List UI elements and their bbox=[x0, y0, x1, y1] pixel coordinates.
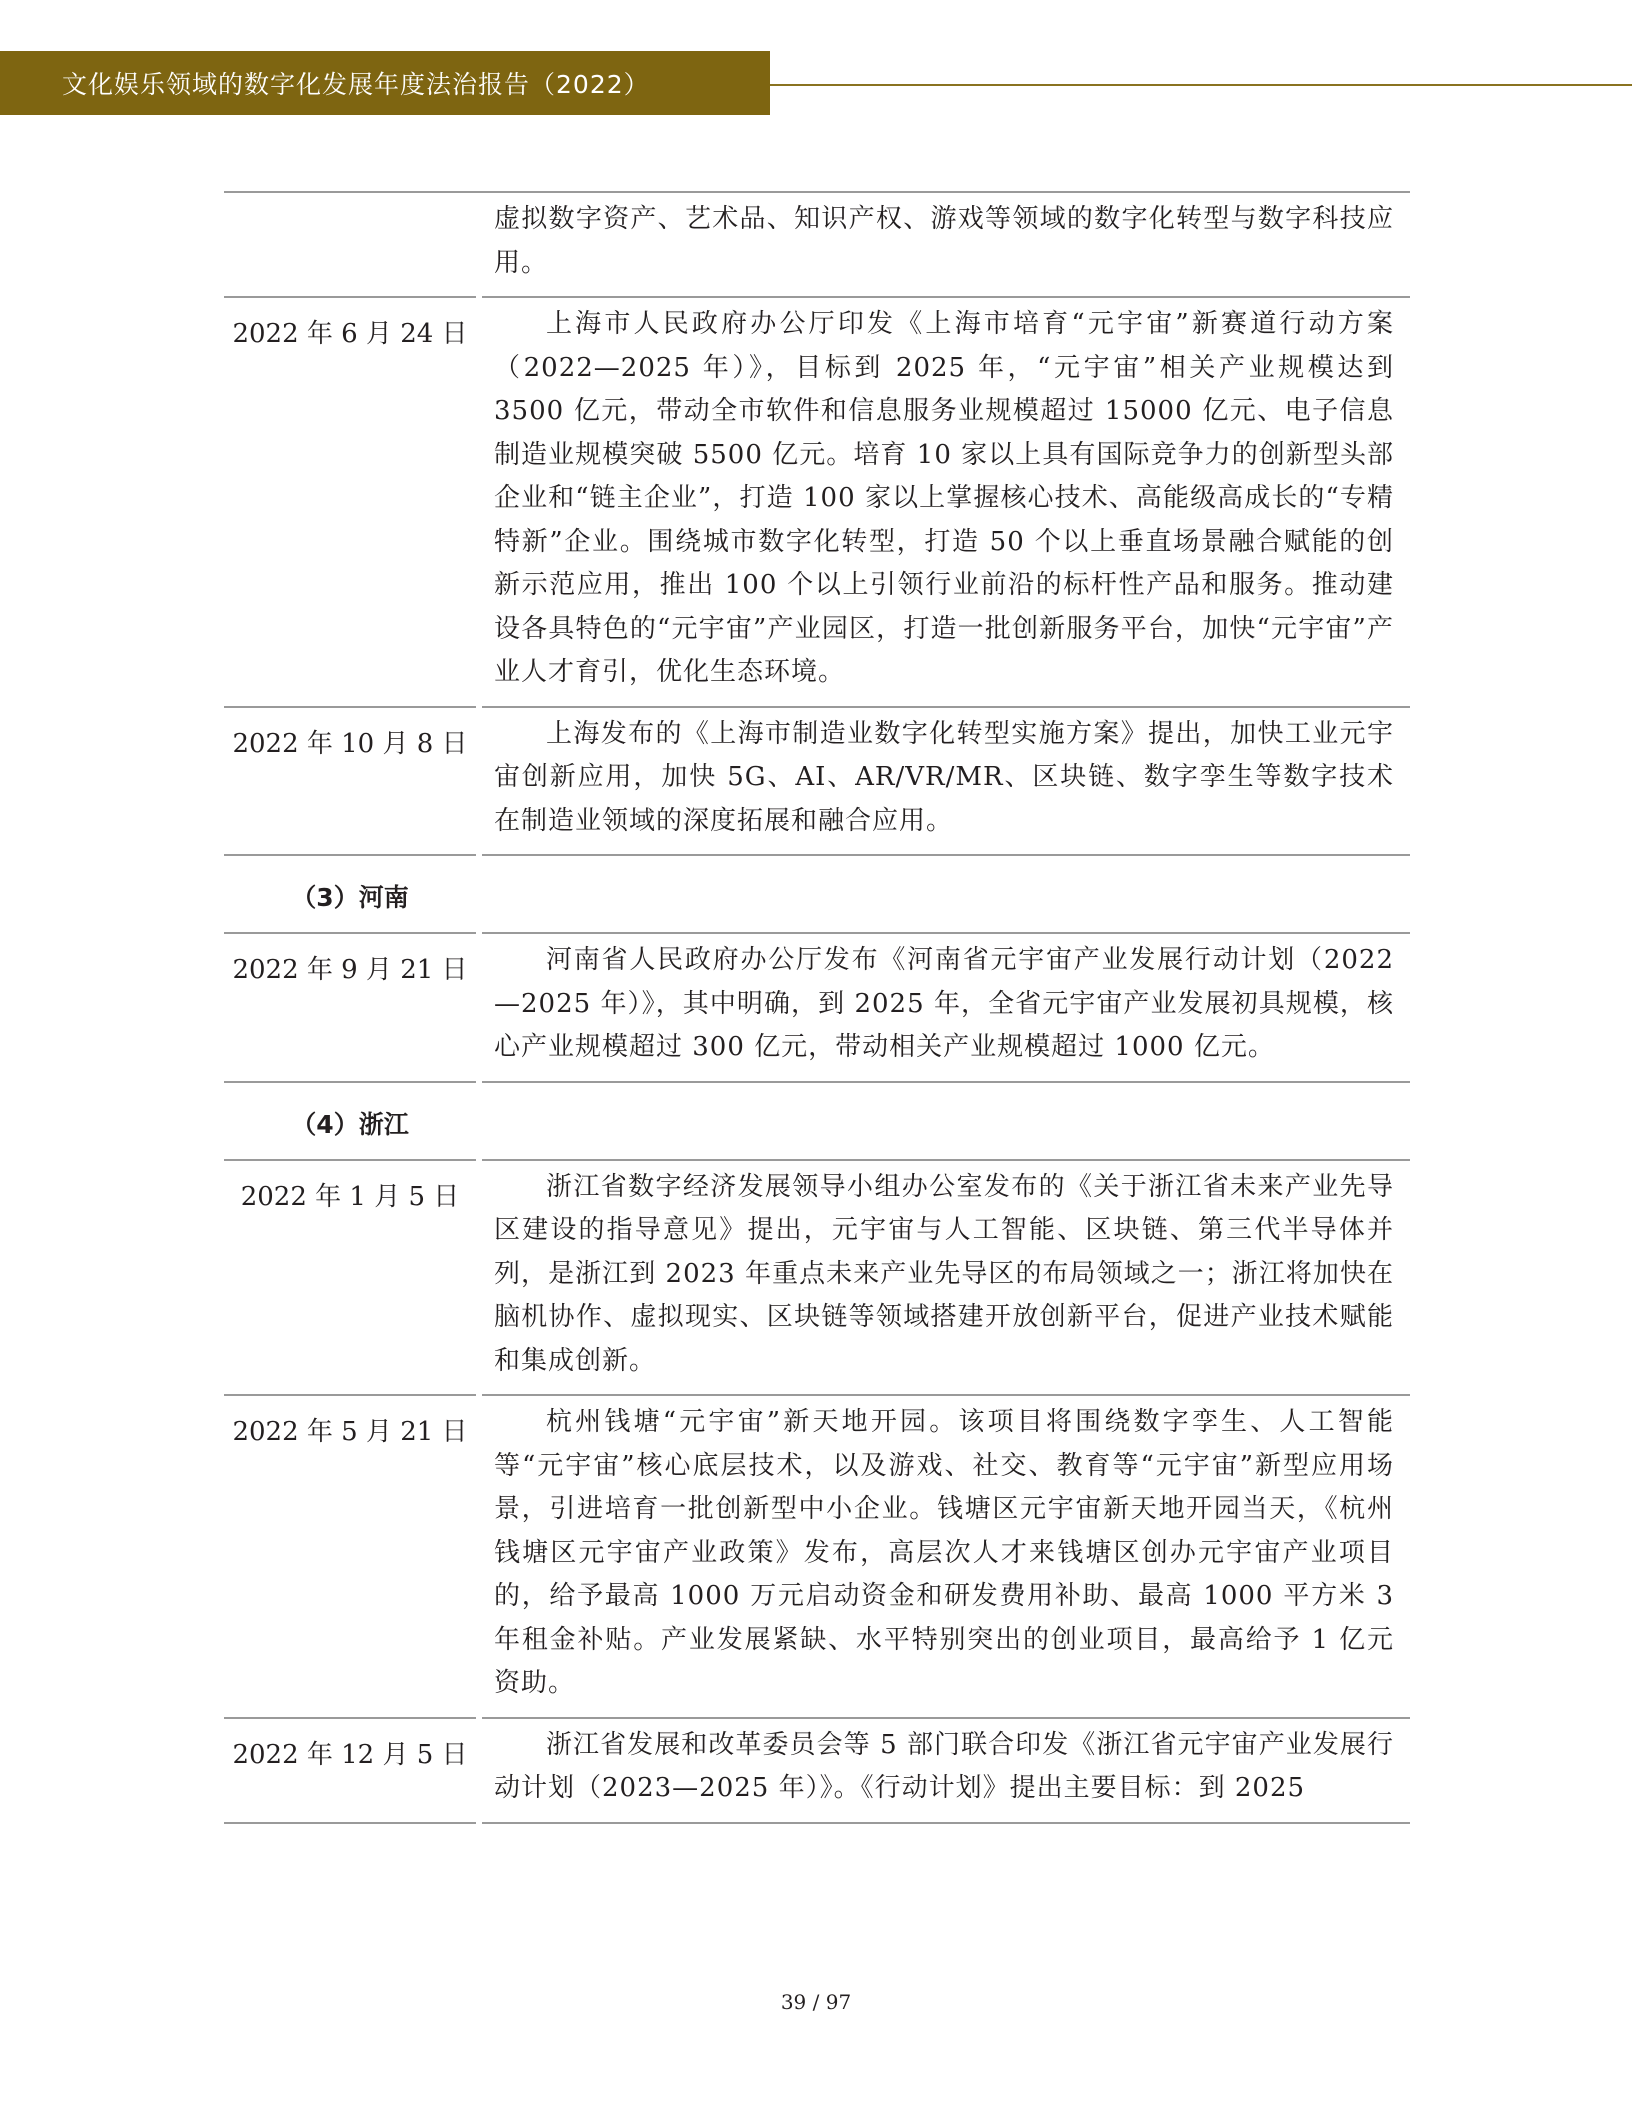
row-content: 河南省人民政府办公厅发布《河南省元宇宙产业发展行动计划（2022—2025 年）》，其中明确，到 2025 年，全省元宇宙产业发展初具规模，核心产业规模超过 300 亿元，带动相关产业规模超过 1000 亿元。 bbox=[494, 945, 1394, 1062]
table-row bbox=[224, 1719, 1410, 1824]
header-rule bbox=[770, 84, 1632, 86]
timeline-table bbox=[224, 191, 1410, 1824]
row-date: 2022 年 9 月 21 日 bbox=[232, 955, 468, 985]
section-label: （4）浙江 bbox=[291, 1109, 409, 1139]
row-date: 2022 年 10 月 8 日 bbox=[232, 728, 468, 759]
table-row bbox=[224, 1396, 1410, 1719]
table-row bbox=[224, 1161, 1410, 1397]
table-row bbox=[224, 298, 1410, 708]
section-label: （3）河南 bbox=[291, 883, 409, 912]
table-row bbox=[224, 708, 1410, 857]
section-row-zhejiang bbox=[224, 1083, 1410, 1161]
row-content: 杭州钱塘“元宇宙”新天地开园。该项目将围绕数字孪生、人工智能等“元宇宙”核心底层技术，以及游戏、社交、教育等“元宇宙”新型应用场景，引进培育一批创新型中小企业。钱塘区元宇宙新天地开园当天，《杭州钱塘区元宇宙产业政策》发布，高层次人才来钱塘区创办元宇宙产业项目的，给予最高 1000 万元启动资金和研发费用补助、最高 1000 平方米 3 年租金补贴。产业发展紧缺、水平特别突出的创业项目，最高给予 1 亿元资助。 bbox=[494, 1407, 1394, 1698]
row-content: 虚拟数字资产、艺术品、知识产权、游戏等领域的数字化转型与数字科技应用。 bbox=[494, 204, 1394, 278]
row-content: 上海市人民政府办公厅印发《上海市培育“元宇宙”新赛道行动方案（2022—2025 年）》，目标到 2025 年，“元宇宙”相关产业规模达到 3500 亿元，带动全市软件和信息服务业规模超过 15000 亿元、电子信息制造业规模突破 5500 亿元。培育 10 家以上具有国际竞争力的创新型头部企业和“链主企业”，打造 100 家以上掌握核心技术、高能级高成长的“专精特新”企业。围绕城市数字化转型，打造 50 个以上垂直场景融合赋能的创新示范应用，推出 100 个以上引领行业前沿的标杆性产品和服务。推动建设各具特色的“元宇宙”产业园区，打造一批创新服务平台，加快“元宇宙”产业人才育引，优化生态环境。 bbox=[494, 309, 1394, 687]
row-content: 浙江省发展和改革委员会等 5 部门联合印发《浙江省元宇宙产业发展行动计划（2023—2025 年）》。《行动计划》提出主要目标：到 2025 bbox=[494, 1729, 1394, 1803]
header-bar bbox=[0, 51, 770, 115]
row-content: 上海发布的《上海市制造业数字化转型实施方案》提出，加快工业元宇宙创新应用，加快 5G、AI、AR/VR/MR、区块链、数字孪生等数字技术在制造业领域的深度拓展和融合应用。 bbox=[494, 718, 1394, 836]
table-row bbox=[224, 191, 1410, 298]
header-title: 文化娱乐领域的数字化发展年度法治报告（2022） bbox=[62, 70, 650, 99]
row-date: 2022 年 12 月 5 日 bbox=[232, 1739, 468, 1770]
row-date: 2022 年 5 月 21 日 bbox=[232, 1417, 468, 1447]
page-number: 39 / 97 bbox=[780, 1990, 852, 2014]
row-content: 浙江省数字经济发展领导小组办公室发布的《关于浙江省未来产业先导区建设的指导意见》提出，元宇宙与人工智能、区块链、第三代半导体并列，是浙江到 2023 年重点未来产业先导区的布局领域之一；浙江将加快在脑机协作、虚拟现实、区块链等领域搭建开放创新平台，促进产业技术赋能和集成创新。 bbox=[494, 1171, 1394, 1376]
row-date: 2022 年 1 月 5 日 bbox=[240, 1181, 460, 1212]
section-row-henan bbox=[224, 856, 1410, 934]
row-date: 2022 年 6 月 24 日 bbox=[232, 319, 468, 349]
table-row bbox=[224, 934, 1410, 1083]
